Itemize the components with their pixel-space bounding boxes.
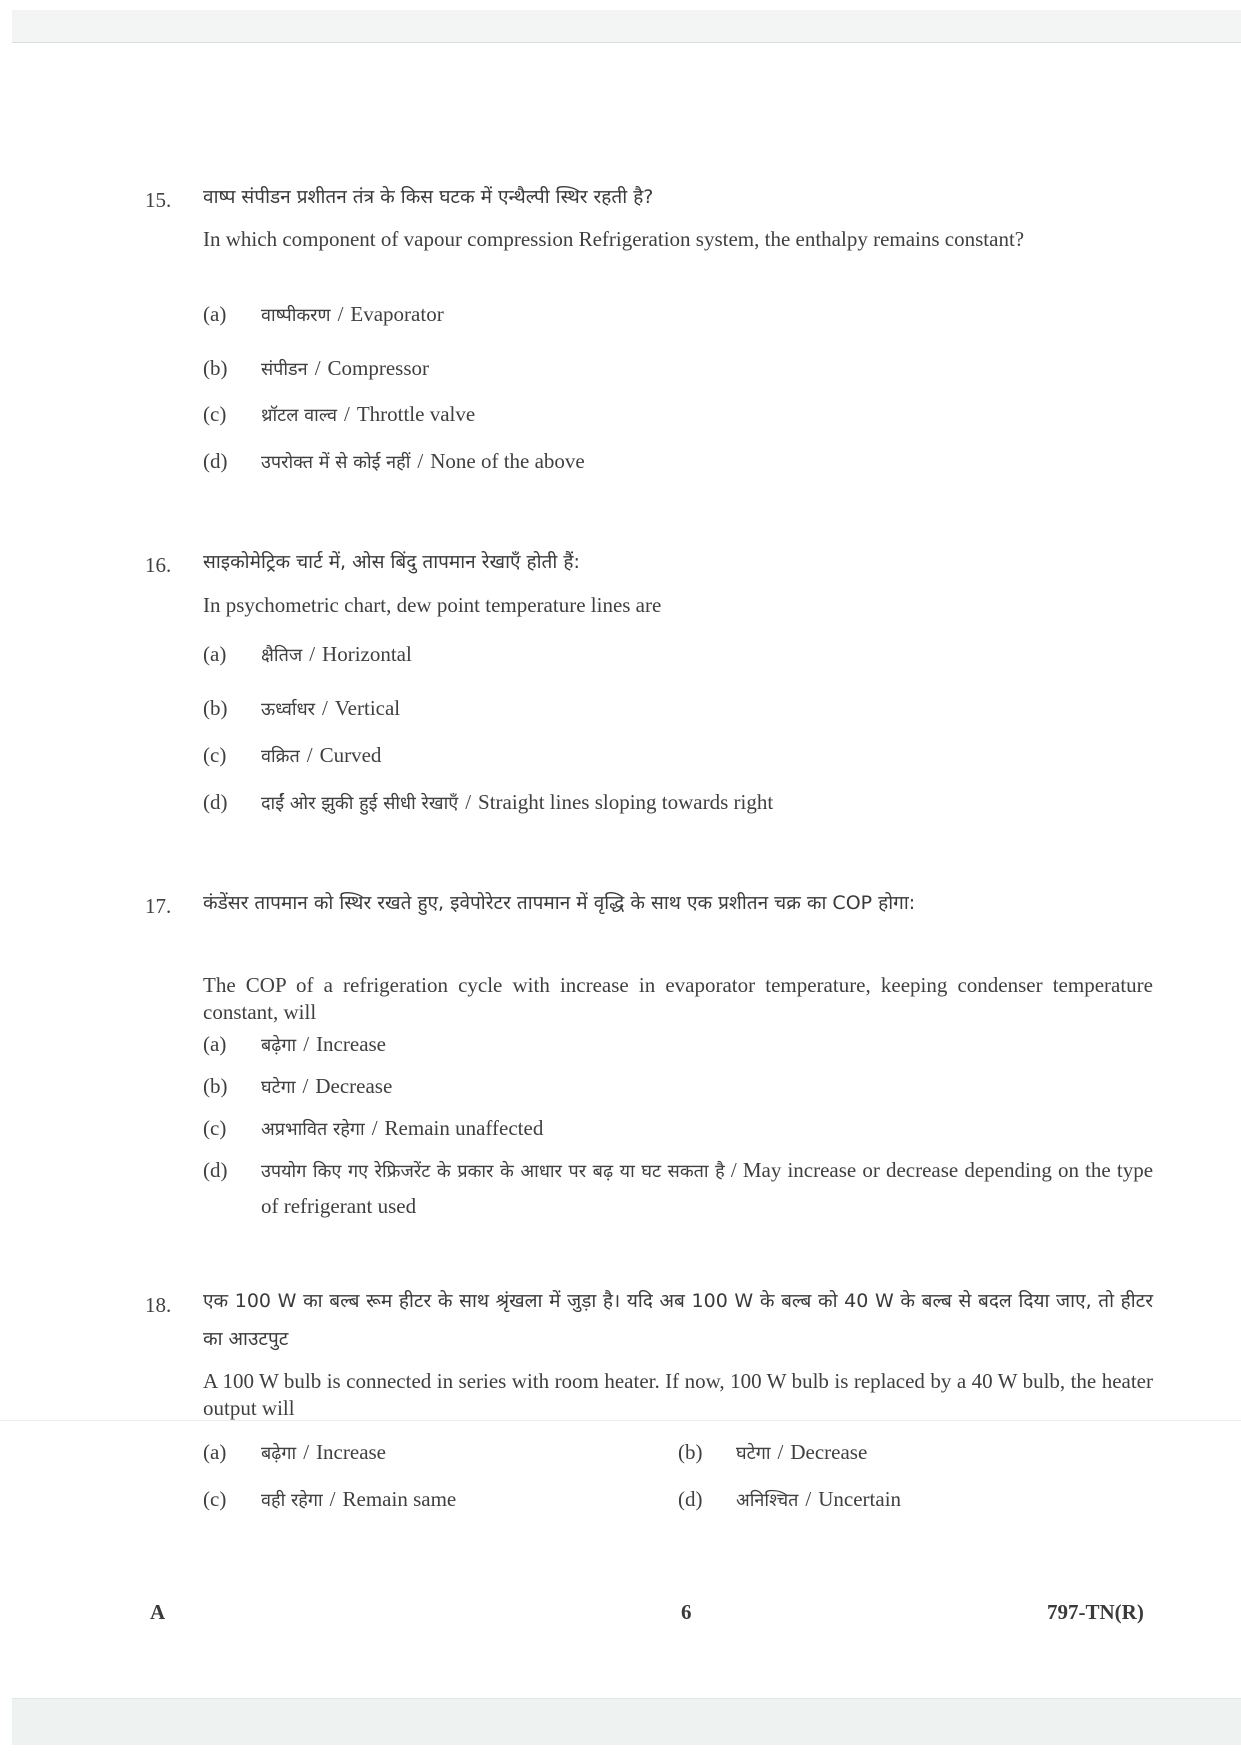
option-d[interactable] bbox=[203, 449, 585, 474]
option-label: (b) bbox=[203, 696, 228, 720]
question-text-english: In which component of vapour compression Refrigeration system, the enthalpy remains constant? bbox=[203, 227, 1025, 251]
question-text-english: In psychometric chart, dew point temperature lines are bbox=[203, 593, 662, 617]
separator: / bbox=[371, 1116, 378, 1140]
separator: / bbox=[417, 449, 424, 473]
option-hindi: घटेगा bbox=[261, 1077, 296, 1098]
separator: / bbox=[730, 1158, 737, 1182]
option-a[interactable] bbox=[203, 1440, 386, 1465]
separator: / bbox=[309, 642, 316, 666]
option-english: Uncertain bbox=[818, 1487, 902, 1511]
option-hindi: ऊर्ध्वाधर bbox=[261, 699, 315, 720]
option-english: Throttle valve bbox=[356, 402, 476, 426]
option-hindi: संपीडन bbox=[261, 359, 308, 380]
separator: / bbox=[322, 696, 328, 720]
separator: / bbox=[777, 1440, 784, 1464]
question-number: 18. bbox=[145, 1293, 172, 1317]
option-english: None of the above bbox=[430, 449, 585, 473]
option-hindi: वही रहेगा bbox=[261, 1490, 323, 1511]
option-english: Vertical bbox=[334, 696, 401, 720]
question-number: 16. bbox=[145, 553, 172, 577]
question-text-hindi: वाष्प संपीडन प्रशीतन तंत्र के किस घटक में एन्थैल्पी स्थिर रहती है? bbox=[203, 186, 654, 208]
option-label: (d) bbox=[678, 1487, 703, 1511]
option-english: Straight lines sloping towards right bbox=[478, 790, 774, 814]
option-english: Horizontal bbox=[322, 642, 412, 666]
option-hindi: उपरोक्त में से कोई नहीं bbox=[261, 452, 411, 473]
question-number: 17. bbox=[145, 894, 172, 918]
option-d[interactable] bbox=[203, 790, 773, 815]
option-label: (a) bbox=[203, 642, 227, 666]
option-hindi: दाईं ओर झुकी हुई सीधी रेखाएँ bbox=[261, 793, 459, 814]
question-text-english: The COP of a refrigeration cycle with increase in evaporator temperature, keeping condenser temperature constant, will bbox=[203, 973, 1153, 1024]
option-english: Remain same bbox=[342, 1487, 457, 1511]
option-label: (b) bbox=[203, 356, 228, 380]
option-english: Curved bbox=[319, 743, 382, 767]
option-c[interactable] bbox=[203, 1116, 543, 1141]
separator: / bbox=[306, 743, 313, 767]
question-text-hindi: कंडेंसर तापमान को स्थिर रखते हुए, इवेपोरेटर तापमान में वृद्धि के साथ एक प्रशीतन चक्र का COP होगा: bbox=[203, 892, 916, 914]
separator: / bbox=[337, 302, 344, 326]
option-a[interactable] bbox=[203, 1032, 386, 1057]
option-label: (b) bbox=[203, 1074, 228, 1098]
option-english: Increase bbox=[316, 1440, 387, 1464]
option-label: (b) bbox=[678, 1440, 703, 1464]
option-hindi: क्षैतिज bbox=[261, 645, 303, 666]
option-english: Evaporator bbox=[350, 302, 444, 326]
option-hindi: बढ़ेगा bbox=[261, 1443, 297, 1464]
option-label: (d) bbox=[203, 790, 228, 814]
option-hindi: थ्रॉटल वाल्व bbox=[261, 405, 337, 426]
option-label: (c) bbox=[203, 402, 227, 426]
option-hindi: वाष्पीकरण bbox=[261, 305, 331, 326]
question-text-english: A 100 W bulb is connected in series with room heater. If now, 100 W bulb is replaced by a 40 W bulb, the heater output will bbox=[203, 1369, 1153, 1420]
option-label: (a) bbox=[203, 302, 227, 326]
option-c[interactable] bbox=[203, 1487, 456, 1512]
separator: / bbox=[805, 1487, 812, 1511]
scan-top-band bbox=[12, 10, 1241, 43]
option-english: Compressor bbox=[327, 356, 430, 380]
separator: / bbox=[303, 1032, 310, 1056]
separator: / bbox=[302, 1074, 309, 1098]
option-english: Remain unaffected bbox=[384, 1116, 544, 1140]
option-c[interactable] bbox=[203, 743, 381, 768]
option-hindi: घटेगा bbox=[736, 1443, 771, 1464]
option-b[interactable] bbox=[203, 696, 400, 721]
option-d[interactable] bbox=[203, 1153, 1153, 1223]
option-a[interactable] bbox=[203, 302, 444, 327]
option-label: (c) bbox=[203, 1487, 227, 1511]
scan-bottom-band bbox=[12, 1698, 1241, 1745]
option-hindi: अप्रभावित रहेगा bbox=[261, 1119, 365, 1140]
option-hindi: वक्रित bbox=[261, 746, 300, 767]
separator: / bbox=[329, 1487, 336, 1511]
booklet-series: A bbox=[150, 1600, 166, 1624]
option-b[interactable] bbox=[678, 1440, 867, 1465]
option-label: (a) bbox=[203, 1440, 227, 1464]
page-number: 6 bbox=[681, 1600, 692, 1624]
option-english: May increase or decrease depending on the type of refrigerant used bbox=[261, 1158, 1154, 1218]
option-c[interactable] bbox=[203, 402, 475, 427]
question-text-hindi: एक 100 W का बल्ब रूम हीटर के साथ श्रृंखला में जुड़ा है। यदि अब 100 W के बल्ब को 40 W के बल्ब से बदल दिया जाए, तो हीटर का आउटपुट bbox=[203, 1290, 1153, 1350]
separator: / bbox=[343, 402, 350, 426]
option-label: (a) bbox=[203, 1032, 227, 1056]
separator: / bbox=[314, 356, 321, 380]
separator: / bbox=[465, 790, 472, 814]
option-english: Increase bbox=[316, 1032, 387, 1056]
option-label: (d) bbox=[203, 449, 228, 473]
option-label: (c) bbox=[203, 1116, 227, 1140]
option-hindi: उपयोग किए गए रेफ्रिजरेंट के प्रकार के आधार पर बढ़ या घट सकता है bbox=[261, 1161, 725, 1182]
question-text-hindi: साइकोमेट्रिक चार्ट में, ओस बिंदु तापमान रेखाएँ होती हैं: bbox=[203, 551, 580, 573]
option-label: (c) bbox=[203, 743, 227, 767]
option-a[interactable] bbox=[203, 642, 412, 667]
option-english: Decrease bbox=[790, 1440, 868, 1464]
option-hindi: अनिश्चित bbox=[736, 1490, 799, 1511]
option-b[interactable] bbox=[203, 1074, 392, 1099]
option-english: Decrease bbox=[315, 1074, 393, 1098]
option-b[interactable] bbox=[203, 356, 429, 381]
option-d[interactable] bbox=[678, 1487, 901, 1512]
question-number: 15. bbox=[145, 188, 172, 212]
option-hindi: बढ़ेगा bbox=[261, 1035, 297, 1056]
separator: / bbox=[303, 1440, 310, 1464]
paper-code: 797-TN(R) bbox=[1047, 1600, 1144, 1624]
option-label: (d) bbox=[203, 1158, 228, 1182]
